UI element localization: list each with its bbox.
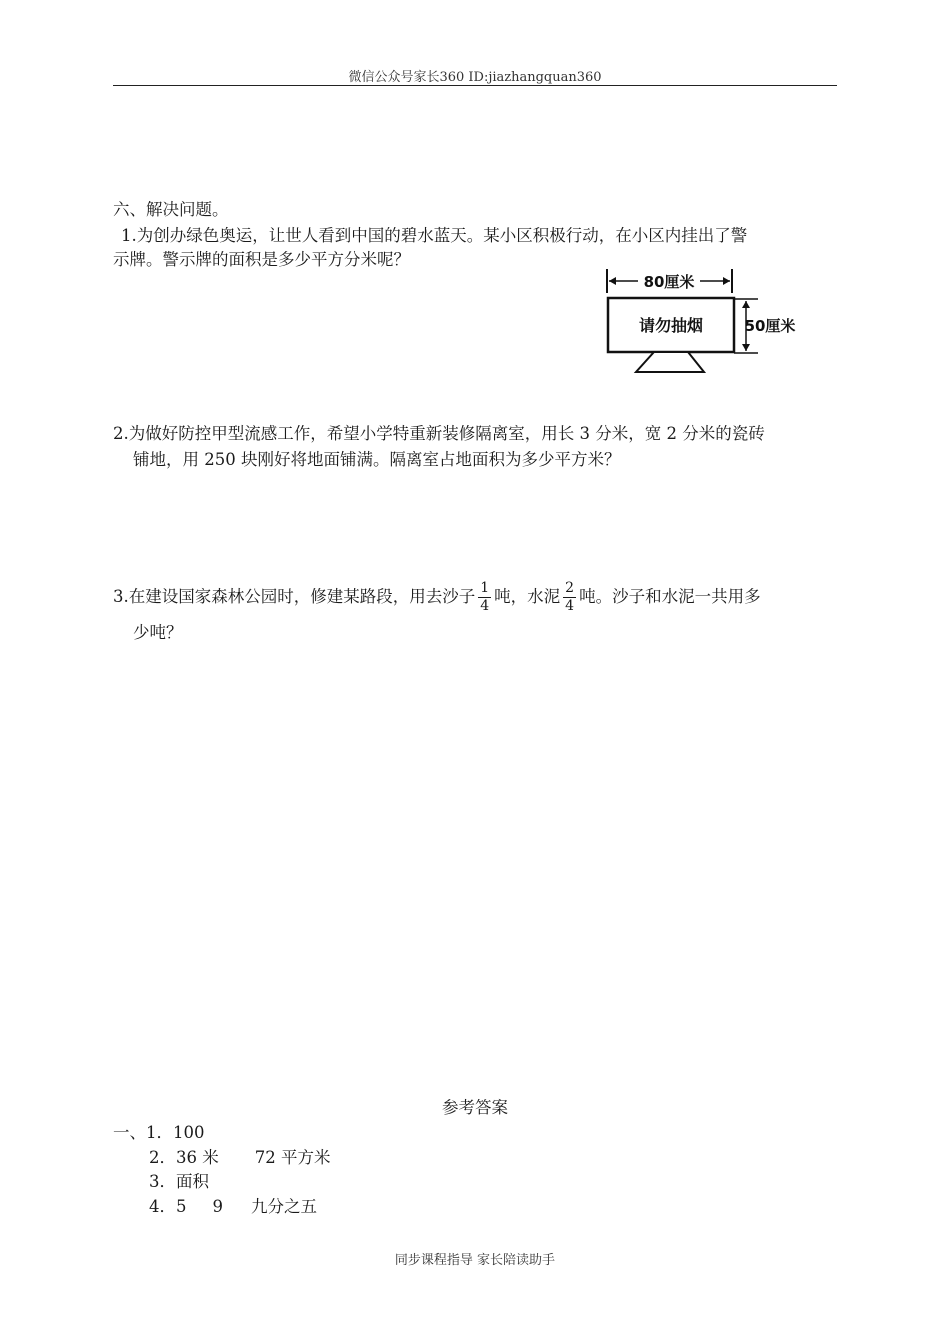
question-3-text-b: 吨，水泥	[494, 587, 561, 606]
section-title: 六、解决问题。	[113, 200, 229, 219]
header-divider	[113, 85, 837, 86]
arrowhead-right-icon	[723, 277, 730, 285]
answer-4-number: 4．	[149, 1197, 176, 1216]
answer-1	[113, 1121, 205, 1145]
answer-1-value: 100	[173, 1123, 205, 1142]
answer-3-number: 3．	[149, 1172, 176, 1191]
answer-2-number: 2．	[149, 1148, 176, 1167]
warning-sign-figure	[600, 266, 810, 378]
fraction-cement-numerator: 2	[565, 580, 575, 596]
page-header: 微信公众号家长360 ID:jiazhangquan360	[348, 70, 602, 85]
fraction-sand	[478, 580, 491, 615]
answer-4-value-a: 5	[176, 1197, 187, 1216]
answer-2-value-a: 36 米	[176, 1148, 219, 1167]
question-3-text-c: 吨。沙子和水泥一共用多	[579, 587, 761, 606]
answers-title: 参考答案	[442, 1098, 508, 1117]
fraction-cement	[563, 580, 576, 615]
answer-3-value: 面积	[176, 1172, 209, 1191]
question-3-line-2: 少吨？	[133, 623, 183, 642]
answer-1-number: 1．	[146, 1123, 173, 1142]
fraction-sand-numerator: 1	[480, 580, 490, 596]
question-2-line-1: 2.为做好防控甲型流感工作，希望小学特重新装修隔离室，用长 3 分米，宽 2 分米的瓷砖	[113, 424, 765, 443]
fraction-sand-denominator: 4	[480, 598, 490, 614]
arrowhead-down-icon	[742, 344, 750, 351]
question-1-line-1: 1.为创办绿色奥运，让世人看到中国的碧水蓝天。某小区积极行动，在小区内挂出了警	[121, 226, 748, 245]
sign-stand	[636, 352, 704, 372]
arrowhead-up-icon	[742, 301, 750, 308]
fraction-cement-denominator: 4	[565, 598, 575, 614]
sign-text: 请勿抽烟	[638, 316, 704, 335]
arrowhead-left-icon	[609, 277, 616, 285]
answer-4	[149, 1195, 317, 1219]
page-footer: 同步课程指导 家长陪读助手	[394, 1253, 556, 1268]
answer-2-value-b: 72 平方米	[254, 1148, 331, 1167]
question-1-line-2: 示牌。警示牌的面积是多少平方分米呢？	[113, 250, 410, 269]
answer-3	[149, 1170, 209, 1194]
answer-prefix: 一、	[113, 1123, 146, 1142]
question-3-line-1	[113, 580, 761, 615]
question-3-text-a: 3.在建设国家森林公园时，修建某路段，用去沙子	[113, 587, 476, 606]
width-label: 80厘米	[643, 273, 695, 291]
answer-4-value-c: 九分之五	[251, 1197, 317, 1216]
answer-4-value-b: 9	[212, 1197, 223, 1216]
question-2-line-2: 铺地，用 250 块刚好将地面铺满。隔离室占地面积为多少平方米？	[133, 450, 621, 469]
height-label: 50厘米	[744, 317, 796, 335]
answer-2	[149, 1146, 331, 1170]
